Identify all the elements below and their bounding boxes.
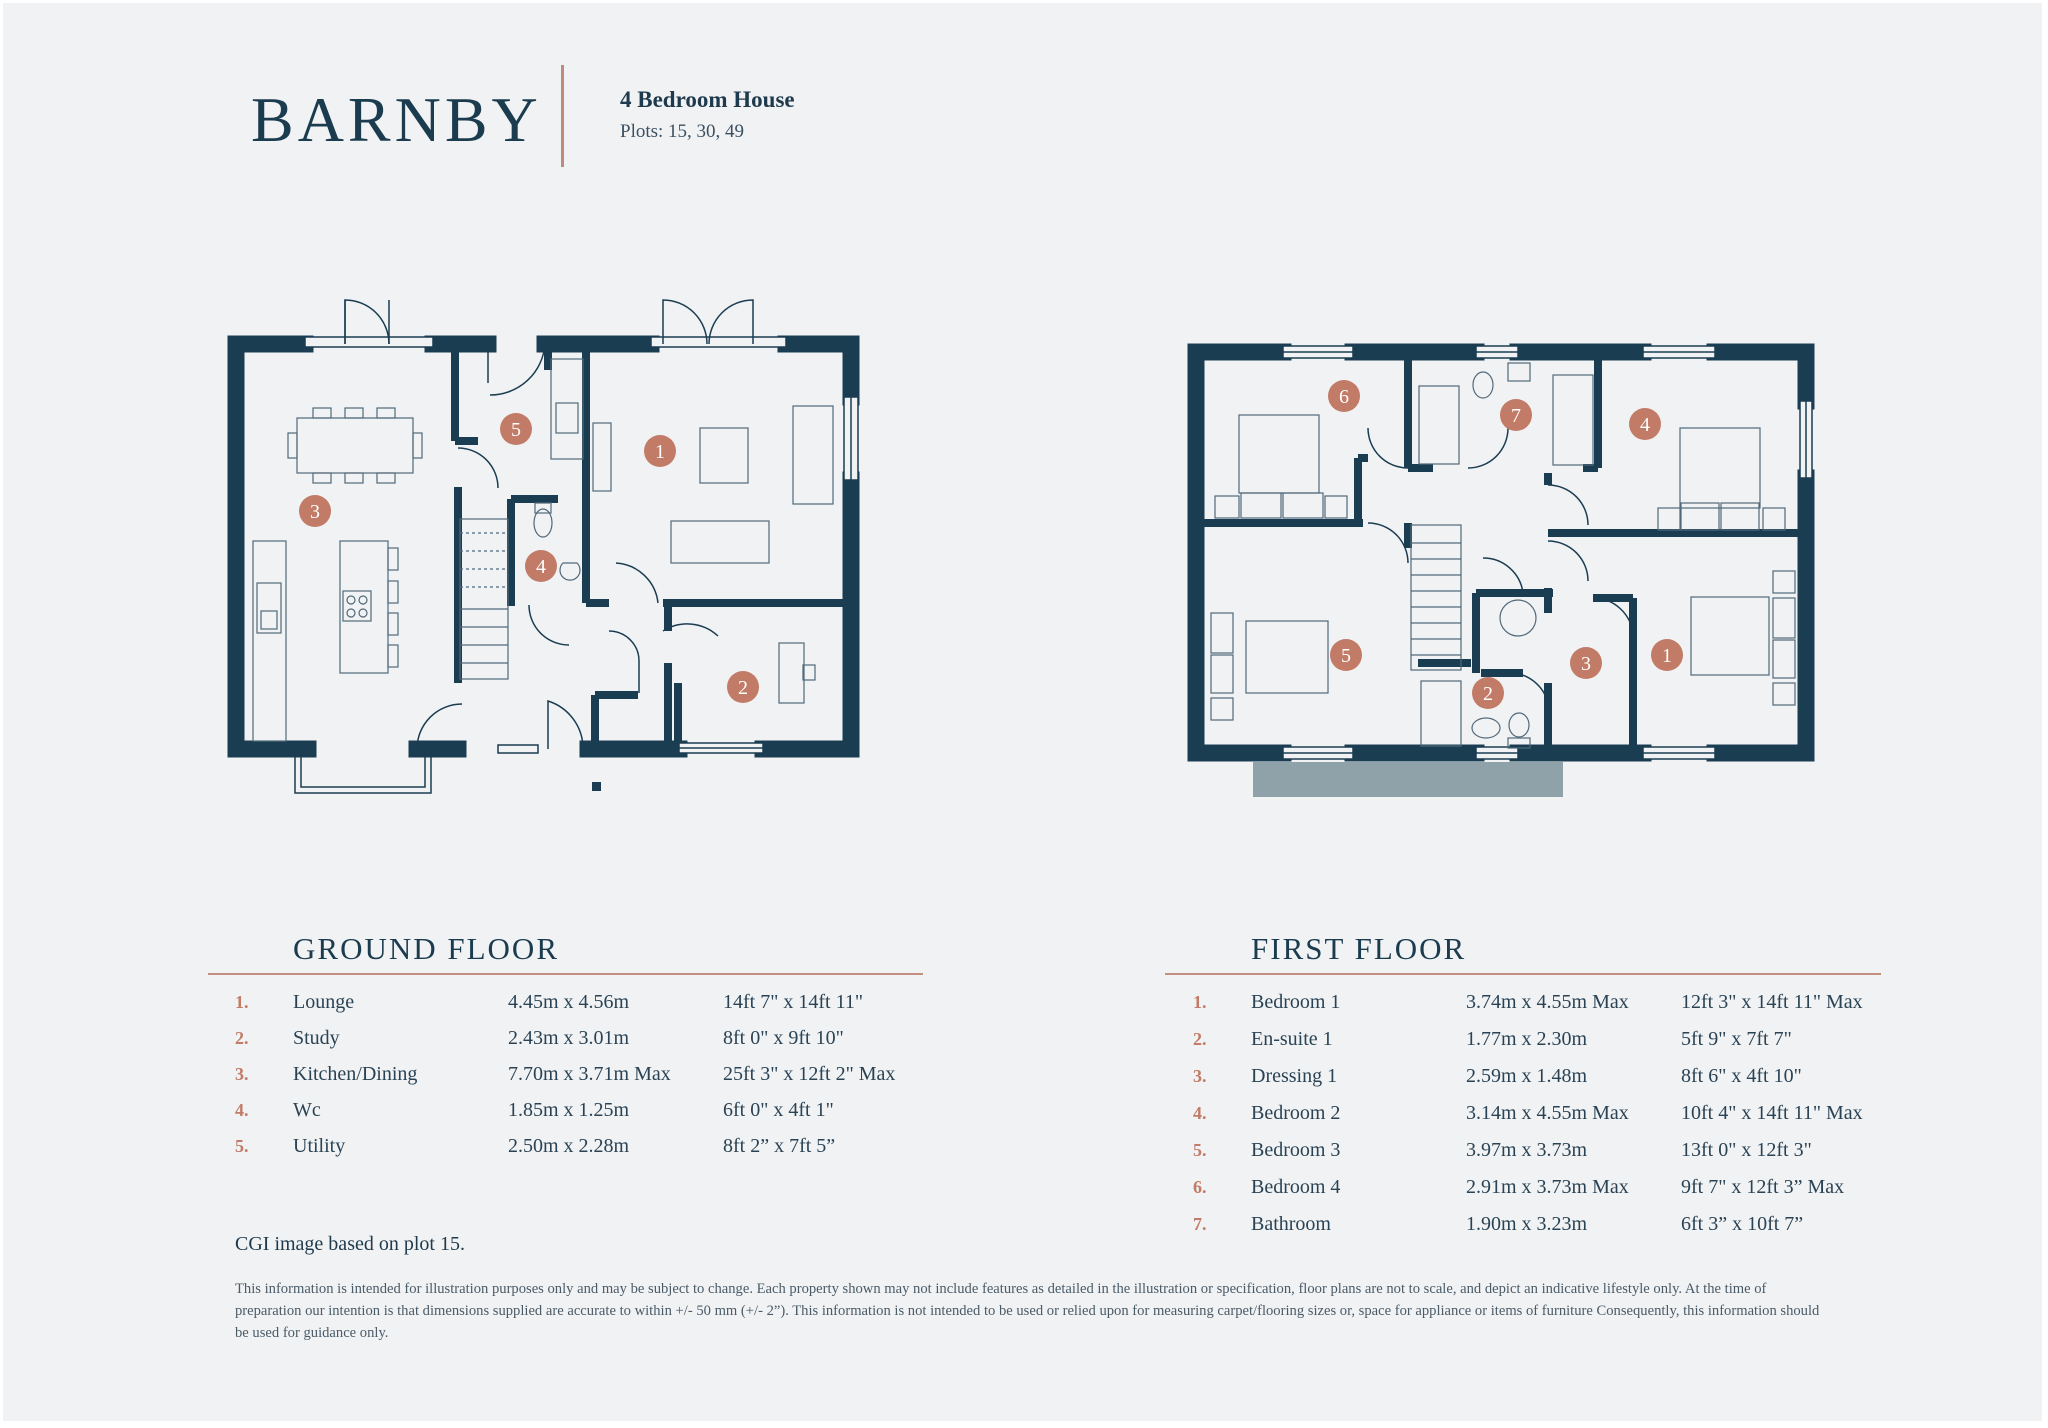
room-number: 3.	[1193, 1066, 1207, 1086]
dining-table	[297, 418, 413, 473]
room-number: 5.	[1193, 1140, 1207, 1160]
room-name: Study	[293, 1027, 340, 1049]
bay-window	[295, 397, 858, 793]
marker-label: 3	[310, 501, 320, 523]
bath-1	[1419, 386, 1459, 464]
room-name: Bedroom 1	[1251, 991, 1341, 1013]
first-floor-heading: FIRST FLOOR	[1251, 931, 1467, 966]
marker-label: 7	[1511, 405, 1521, 427]
marker-label: 5	[1341, 645, 1351, 667]
room-metric: 2.43m x 3.01m	[508, 1027, 630, 1049]
ground-floor-plan	[236, 300, 858, 793]
room-imperial: 6ft 0" x 4ft 1"	[723, 1099, 834, 1121]
room-metric: 4.45m x 4.56m	[508, 991, 630, 1013]
marker-label: 1	[655, 441, 665, 463]
first-marker-3	[1570, 647, 1602, 679]
marker-label: 6	[1339, 386, 1349, 408]
room-imperial: 10ft 4" x 14ft 11" Max	[1681, 1102, 1863, 1124]
lounge-sofa	[793, 406, 833, 504]
ground-marker-1	[644, 435, 676, 467]
ensuite-shower	[1421, 681, 1461, 746]
room-name: Bedroom 4	[1251, 1176, 1341, 1198]
cgi-note: CGI image based on plot 15.	[235, 1233, 465, 1255]
room-name: Bedroom 2	[1251, 1102, 1341, 1124]
staircase	[460, 519, 508, 679]
room-imperial: 13ft 0" x 12ft 3"	[1681, 1139, 1812, 1161]
room-name: Lounge	[293, 991, 355, 1013]
floor-plans	[3, 3, 2042, 1421]
room-number: 2.	[235, 1028, 249, 1048]
kitchen-island	[340, 541, 388, 673]
plot-numbers: Plots: 15, 30, 49	[620, 121, 745, 142]
room-number: 2.	[1193, 1029, 1207, 1049]
marker-label: 2	[1483, 683, 1493, 705]
room-metric: 3.97m x 3.73m	[1466, 1139, 1588, 1161]
room-imperial: 5ft 9" x 7ft 7"	[1681, 1028, 1792, 1050]
room-metric: 3.14m x 4.55m Max	[1466, 1102, 1629, 1124]
room-imperial: 8ft 0" x 9ft 10"	[723, 1027, 844, 1049]
ground-marker-4	[525, 550, 557, 582]
first-marker-1	[1651, 639, 1683, 671]
room-imperial: 12ft 3" x 14ft 11" Max	[1681, 991, 1863, 1013]
room-imperial: 6ft 3” x 10ft 7”	[1681, 1213, 1804, 1235]
bed-4	[1239, 415, 1319, 493]
room-name: Bathroom	[1251, 1213, 1331, 1235]
room-metric: 7.70m x 3.71m Max	[508, 1063, 671, 1085]
first-staircase	[1411, 525, 1461, 670]
room-name: En-suite 1	[1251, 1028, 1333, 1050]
marker-label: 4	[1640, 414, 1650, 436]
marker-label: 3	[1581, 653, 1591, 675]
marker-label: 1	[1662, 645, 1672, 667]
first-marker-6	[1328, 380, 1360, 412]
room-imperial: 14ft 7" x 14ft 11"	[723, 991, 864, 1013]
garage-roof	[1253, 762, 1563, 797]
room-imperial: 9ft 7" x 12ft 3” Max	[1681, 1176, 1845, 1198]
room-name: Utility	[293, 1135, 346, 1157]
brochure-sheet	[3, 3, 2042, 1421]
ground-marker-3	[299, 495, 331, 527]
room-number: 5.	[235, 1136, 249, 1156]
first-marker-4	[1629, 408, 1661, 440]
room-number: 1.	[235, 992, 249, 1012]
room-name: Dressing 1	[1251, 1065, 1338, 1087]
ground-floor-inner-walls	[455, 348, 851, 748]
coffee-table	[700, 428, 748, 483]
kitchen-worktop	[253, 541, 286, 741]
lounge-tv-unit	[593, 423, 611, 491]
room-metric: 2.50m x 2.28m	[508, 1135, 630, 1157]
ground-floor-markers	[299, 413, 759, 703]
lounge-sofa-2	[671, 521, 769, 563]
ground-floor-rule	[208, 973, 923, 975]
room-number: 6.	[1193, 1177, 1207, 1197]
bed-3	[1246, 621, 1328, 693]
bed-1	[1691, 597, 1769, 675]
room-metric: 3.74m x 4.55m Max	[1466, 991, 1629, 1013]
room-number: 7.	[1193, 1214, 1207, 1234]
marker-label: 2	[738, 677, 748, 699]
study-desk	[779, 643, 804, 703]
first-marker-7	[1500, 399, 1532, 431]
room-imperial: 8ft 2” x 7ft 5”	[723, 1135, 836, 1157]
room-metric: 1.77m x 2.30m	[1466, 1028, 1588, 1050]
room-name: Wc	[293, 1099, 321, 1121]
ground-marker-5	[500, 413, 532, 445]
first-marker-2	[1472, 677, 1504, 709]
bath-2	[1553, 375, 1593, 465]
ground-door-swings	[417, 448, 718, 749]
ground-marker-dot	[592, 782, 601, 791]
house-title: BARNBY	[251, 84, 542, 155]
marker-label: 4	[536, 556, 546, 578]
marker-label: 5	[511, 419, 521, 441]
room-number: 3.	[235, 1064, 249, 1084]
room-metric: 2.59m x 1.48m	[1466, 1065, 1588, 1087]
first-floor-rule	[1165, 973, 1881, 975]
first-marker-5	[1330, 639, 1362, 671]
disclaimer: This information is intended for illustration purposes only and may be subject to change. Each property shown may not include features as detailed in the illustration or specification, floor plans are not to scale, and depict an indicative lifestyle only. At the time of preparation our intention is that dimensions supplied are accurate to within +/- 50 mm (+/- 2”). This information is not intended to be used or relied upon for measuring carpet/flooring sizes or, space for appliance or items of furniture Consequently, this information should be used for guidance only.	[235, 1281, 1820, 1341]
room-number: 1.	[1193, 992, 1207, 1012]
room-number: 4.	[1193, 1103, 1207, 1123]
bed-2	[1680, 428, 1760, 508]
room-metric: 2.91m x 3.73m Max	[1466, 1176, 1629, 1198]
room-imperial: 25ft 3" x 12ft 2" Max	[723, 1063, 896, 1085]
room-imperial: 8ft 6" x 4ft 10"	[1681, 1065, 1802, 1087]
ground-floor-heading: GROUND FLOOR	[293, 931, 559, 966]
ground-marker-2	[727, 671, 759, 703]
room-metric: 1.90m x 3.23m	[1466, 1213, 1588, 1235]
room-name: Kitchen/Dining	[293, 1063, 418, 1085]
room-name: Bedroom 3	[1251, 1139, 1341, 1161]
room-number: 4.	[235, 1100, 249, 1120]
room-metric: 1.85m x 1.25m	[508, 1099, 630, 1121]
house-type: 4 Bedroom House	[620, 87, 795, 112]
